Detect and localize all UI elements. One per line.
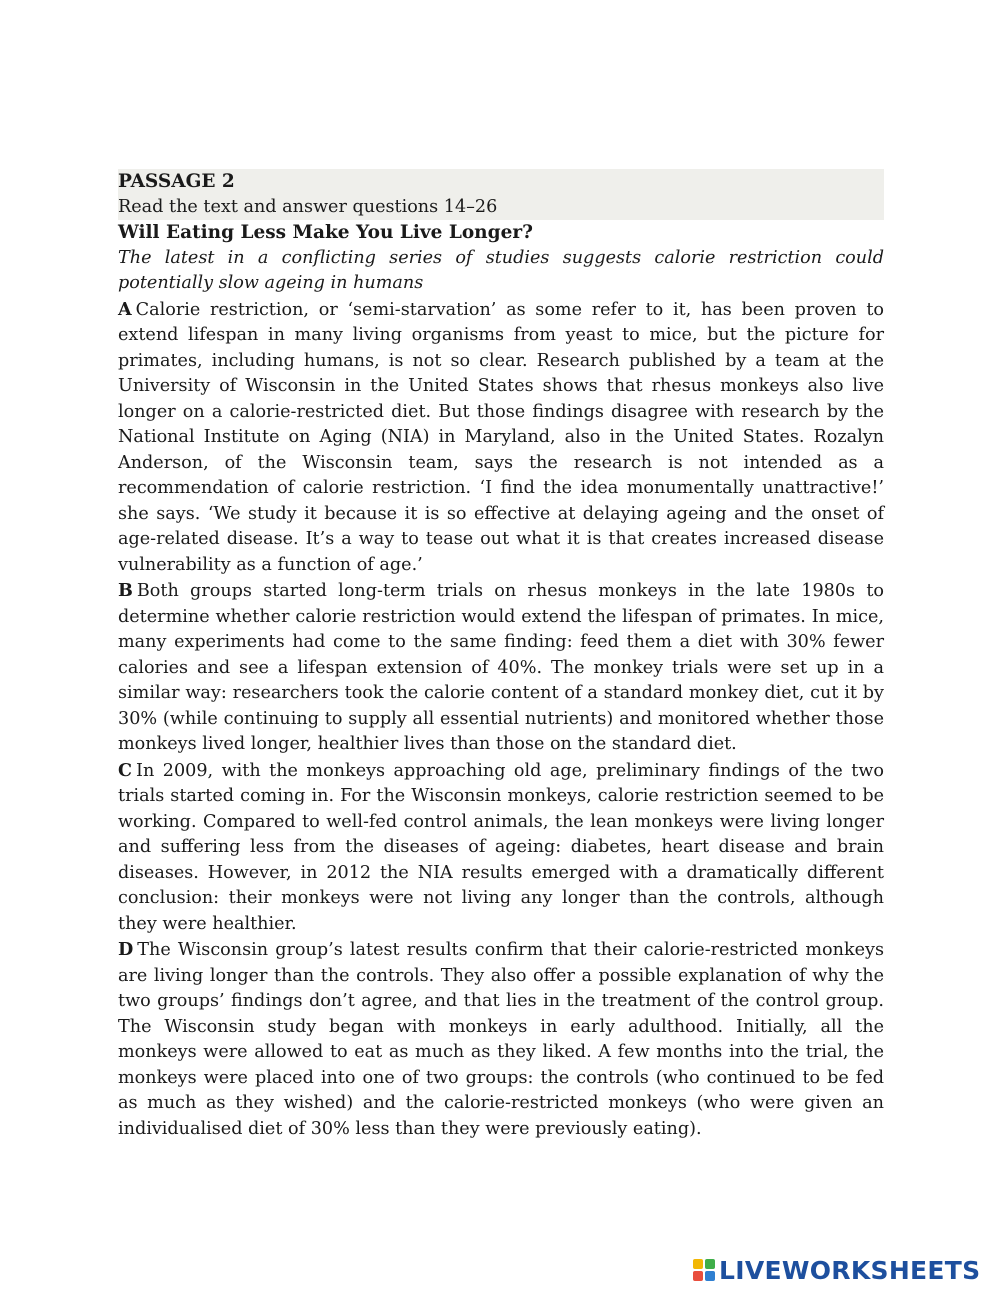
paragraph-letter: B [118,580,133,601]
paragraph-letter: D [118,939,134,960]
instructions: Read the text and answer questions 14–26 [118,196,498,217]
liveworksheets-logo-icon [693,1259,715,1281]
paragraph-letter: A [118,298,132,320]
paragraph-text: The Wisconsin group’s latest results confirm that their calorie-restricted monkeys are living longer than the controls. They also offer a possible explanation of why the two groups’ findings don’t agree, and that lies in the treatment of the control group. The Wisconsin study began with monkeys in early adulthood. Initially, all the monkeys were allowed to eat as much as they liked. A few months into the trial, the monkeys were placed into one of two groups: the controls (who continued to be fed as much as they wished) and the calorie-restricted monkeys (who were given an individualised diet of 30% less than they were previously eating). [118,940,884,1139]
paragraph-text: Both groups started long-term trials on rhesus monkeys in the late 1980s to determine whether calorie restriction would extend the lifespan of primates. In mice, many experiments had come to the same finding: feed them a diet with 30% fewer calories and see a lifespan extension of 40%. The monkey trials were set up in a similar way: researchers took the calorie content of a standard monkey diet, cut it by 30% (while continuing to supply all essential nutrients) and monitored whether those monkeys lived longer, healthier lives than those on the standard diet. [118,581,884,754]
article-title: Will Eating Less Make You Live Longer? [118,222,533,243]
logo-text: LIVEWORKSHEETS [719,1255,981,1285]
paragraph-letter: C [118,759,133,781]
logo-square-red [693,1271,703,1281]
article-subtitle: The latest in a conflicting series of studies suggests calorie restriction could potentially slow ageing in humans [118,247,884,293]
logo-square-blue [705,1271,715,1281]
worksheet-content [118,169,884,1142]
liveworksheets-logo[interactable] [693,1256,980,1284]
logo-square-green [705,1259,715,1269]
paragraph-text: In 2009, with the monkeys approaching old age, preliminary findings of the two trials started coming in. For the Wisconsin monkeys, calorie restriction seemed to be working. Compared to well-fed control animals, the lean monkeys were living longer and suffering less from the diseases of ageing: diabetes, heart disease and brain diseases. However, in 2012 the NIA results emerged with a dramatically different conclusion: their monkeys were not living any longer than the controls, although they were healthier. [118,760,884,934]
logo-square-yellow [693,1259,703,1269]
paragraph-a [118,297,884,579]
paragraph-text: Calorie restriction, or ‘semi-starvation’ as some refer to it, has been proven to extend lifespan in many living organisms from yeast to mice, but the picture for primates, including humans, is not so clear. Research published by a team at the University of Wisconsin in the United States shows that rhesus monkeys also live longer on a calorie-restricted diet. But those findings disagree with research by the National Institute on Aging (NIA) in Maryland, also in the United States. Rozalyn Anderson, of the Wisconsin team, says the research is not intended as a recommendation of calorie restriction. ‘I find the idea monumentally unattractive!’ she says. ‘We study it because it is so effective at delaying ageing and the onset of age-related disease. It’s a way to tease out what it is that creates increased disease vulnerability as a function of age.’ [118,299,884,575]
passage-header [118,169,884,220]
paragraph-d [118,937,884,1142]
paragraph-b [118,578,884,758]
paragraph-c [118,758,884,938]
passage-label: PASSAGE 2 [118,171,235,192]
